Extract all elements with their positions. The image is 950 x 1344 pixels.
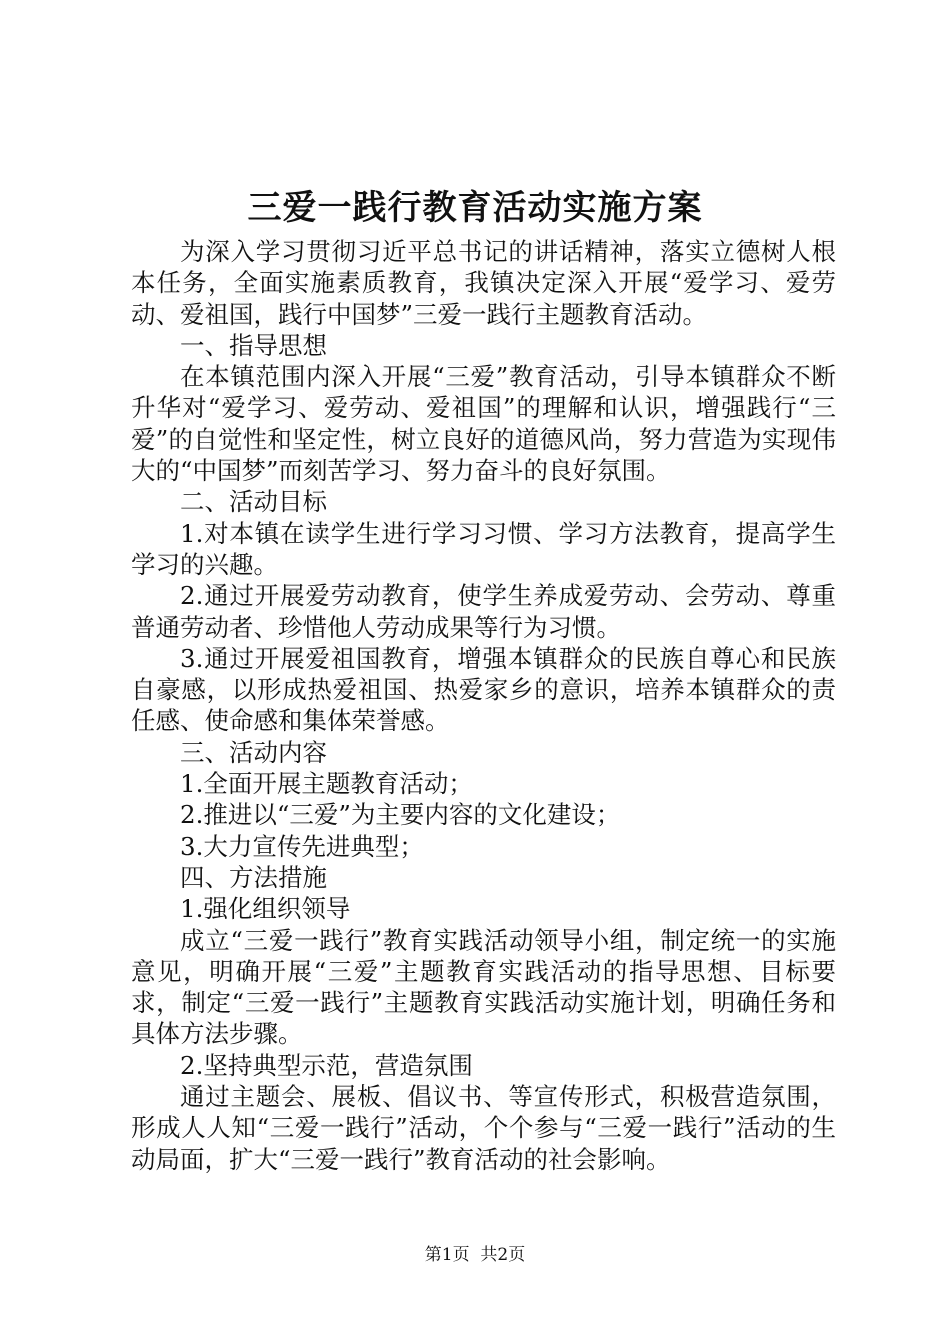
goal-item-3: 3.通过开展爱祖国教育，增强本镇群众的民族自尊心和民族自豪感，以形成热爱祖国、热爱家乡的意识，培养本镇群众的责任感、使命感和集体荣誉感。 [131, 643, 836, 736]
goal-item-1: 1.对本镇在读学生进行学习习惯、学习方法教育，提高学生学习的兴趣。 [131, 518, 836, 579]
page-footer [0, 1243, 950, 1267]
paragraph-guiding-thought: 在本镇范围内深入开展“三爱”教育活动，引导本镇群众不断升华对“爱学习、爱劳动、爱祖国”的理解和认识，增强践行“三爱”的自觉性和坚定性，树立良好的道德风尚，努力营造为实现伟大的“中国梦”而刻苦学习、努力奋斗的良好氛围。 [131, 362, 836, 486]
paragraph-intro: 为深入学习贯彻习近平总书记的讲话精神，落实立德树人根本任务，全面实施素质教育，我镇决定深入开展“爱学习、爱劳动、爱祖国，践行中国梦”三爱一践行主题教育活动。 [131, 237, 836, 329]
section-heading-3: 三、活动内容 [180, 737, 327, 767]
section-heading-1: 一、指导思想 [180, 330, 327, 360]
goal-item-2: 2.通过开展爱劳动教育，使学生养成爱劳动、会劳动、尊重普通劳动者、珍惜他人劳动成果等行为习惯。 [131, 581, 836, 642]
content-item-3: 3.大力宣传先进典型； [180, 831, 424, 861]
document-title: 三爱一践行教育活动实施方案 [247, 188, 703, 228]
content-item-1: 1.全面开展主题教育活动； [180, 769, 473, 799]
method-heading-1: 1.强化组织领导 [180, 894, 351, 924]
page-number-label: 第1页 共2页 [424, 1245, 526, 1265]
document-body [131, 236, 836, 1175]
method-heading-2: 2.坚持典型示范，营造氛围 [180, 1050, 473, 1080]
section-heading-2: 二、活动目标 [180, 487, 327, 517]
section-heading-4: 四、方法措施 [180, 862, 327, 892]
method-paragraph-2: 通过主题会、展板、倡议书、等宣传形式，积极营造氛围，形成人人知“三爱一践行”活动，个个参与“三爱一践行”活动的生动局面，扩大“三爱一践行”教育活动的社会影响。 [131, 1082, 836, 1174]
method-paragraph-1: 成立“三爱一践行”教育实践活动领导小组，制定统一的实施意见，明确开展“三爱”主题教育实践活动的指导思想、目标要求，制定“三爱一践行”主题教育实践活动实施计划，明确任务和具体方法步骤。 [131, 925, 836, 1049]
content-item-2: 2.推进以“三爱”为主要内容的文化建设； [180, 800, 621, 830]
